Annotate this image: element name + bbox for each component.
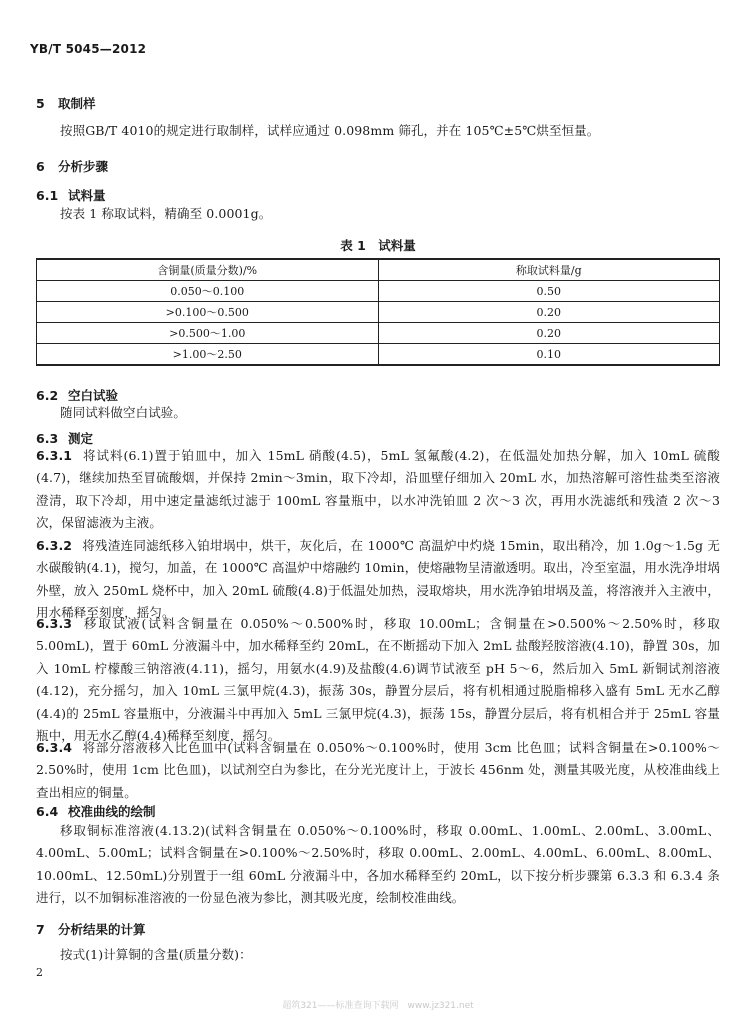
section-title: 测定 [68, 431, 94, 446]
clause-text: 将部分溶液移入比色皿中(试料含铜量在 0.050%～0.100%时，使用 3cm 比色皿；试料含铜量在>0.100%～2.50%时，使用 1cm 比色皿)，以试剂空白为参比，在分光光度计上，于波长 456nm 处，测量其吸光度，从校准曲线上查出相应的铜量。 [36, 740, 720, 800]
section-5-heading [36, 94, 96, 112]
section-title: 校准曲线的绘制 [68, 804, 156, 819]
table-row [37, 344, 720, 366]
section-6-1-heading [36, 186, 106, 204]
clause-text: 将试料(6.1)置于铂皿中，加入 15mL 硝酸(4.5)，5mL 氢氟酸(4.2)，在低温处加热分解，加入 10mL 硫酸(4.7)，继续加热至冒硫酸烟，并保持 2min～3min，取下冷却，沿皿壁仔细加入 20mL 水，加热溶解可溶性盐类至溶液澄清，取下冷却，用中速定量滤纸过滤于 100mL 容量瓶中，以水冲洗铂皿 2 次～3 次，再用水洗滤纸和残渣 2 次～3 次，保留滤液为主液。 [36, 448, 720, 531]
section-number: 5 [36, 96, 45, 111]
site-watermark: 超筑321——标准查询下载网 www.jz321.net [282, 1001, 474, 1011]
section-number: 6 [36, 159, 45, 174]
table-row [37, 302, 720, 323]
section-6-4-paragraph: 移取铜标准溶液(4.13.2)(试料含铜量在 0.050%～0.100%时，移取 0.00mL、1.00mL、2.00mL、3.00mL、4.00mL、5.00mL；试料含铜量在>0.100%～2.50%时，移取 0.00mL、2.00mL、4.00mL、6.00mL、8.00mL、10.00mL、12.50mL)分别置于一组 60mL 分液漏斗中，各加水稀释至约 20mL，以下按分析步骤第 6.3.3 和 6.3.4 条进行，以不加铜标准溶液的一份显色液为参比，测其吸光度，绘制校准曲线。 [36, 823, 720, 906]
table-row [37, 281, 720, 302]
cell-sample-mass: 0.20 [378, 302, 720, 323]
cell-copper-range: >1.00～2.50 [37, 344, 379, 366]
section-title: 分析结果的计算 [58, 922, 146, 937]
sample-mass-table [36, 258, 720, 366]
clause-number: 6.3.3 [36, 616, 73, 631]
clause-text: 移取试液(试料含铜量在 0.050%～0.500%时，移取 10.00mL；含铜量在>0.500%～2.50%时，移取 5.00mL)，置于 60mL 分液漏斗中，加水稀释至约 20mL，在不断摇动下加入 2mL 盐酸羟胺溶液(4.10)，静置 30s，加入 10mL 柠檬酸三钠溶液(4.11)，摇匀，用氨水(4.9)及盐酸(4.6)调节试液至 pH 5～6，然后加入 5mL 新铜试剂溶液(4.12)，充分摇匀，加入 10mL 三氯甲烷(4.3)，振荡 30s，静置分层后，将有机相通过脱脂棉移入盛有 5mL 无水乙醇(4.4)的 25mL 容量瓶中，分液漏斗中再加入 5mL 三氯甲烷(4.3)，振荡 15s，静置分层后，将有机相合并于 25mL 容量瓶中，用无水乙醇(4.4)稀释至刻度，摇匀。 [36, 616, 720, 744]
section-number: 6.3 [36, 431, 59, 446]
section-6-heading [36, 157, 108, 175]
column-header-sample-mass: 称取试料量/g [378, 259, 720, 281]
cell-sample-mass: 0.20 [378, 323, 720, 344]
table-row [37, 323, 720, 344]
section-number: 7 [36, 922, 45, 937]
section-title: 空白试验 [68, 388, 119, 403]
section-number: 6.4 [36, 804, 59, 819]
paragraph-6-3-2 [36, 535, 720, 625]
paragraph-6-3-3 [36, 613, 720, 747]
cell-copper-range: 0.050～0.100 [37, 281, 379, 302]
cell-copper-range: >0.100～0.500 [37, 302, 379, 323]
page-number: 2 [36, 966, 43, 979]
column-header-copper-content: 含铜量(质量分数)/% [37, 259, 379, 281]
clause-number: 6.3.2 [36, 538, 73, 553]
paragraph-6-3-1 [36, 445, 720, 535]
section-6-4-heading [36, 802, 156, 820]
paragraph-6-3-4 [36, 737, 720, 804]
clause-text: 将残渣连同滤纸移入铂坩埚中，烘干，灰化后，在 1000℃ 高温炉中灼烧 15min，取出稍冷，加 1.0g～1.5g 无水碳酸钠(4.1)，搅匀，加盖，在 1000℃ 高温炉中熔融约 10min，使熔融物呈清澈透明。取出，冷至室温，用水洗净坩埚外壁，放入 250mL 烧杯中，加入 20mL 硫酸(4.8)于低温处加热，浸取熔块，用水洗净铂坩埚及盖，将溶液并入主液中，用水稀释至刻度，摇匀。 [36, 538, 720, 621]
section-6-1-paragraph: 按表 1 称取试料，精确至 0.0001g。 [60, 206, 272, 221]
table-header-row [37, 259, 720, 281]
clause-number: 6.3.4 [36, 740, 73, 755]
standard-number-header: YB/T 5045—2012 [30, 42, 147, 56]
cell-sample-mass: 0.50 [378, 281, 720, 302]
section-title: 分析步骤 [58, 159, 109, 174]
section-7-heading [36, 920, 146, 938]
section-6-2-paragraph: 随同试料做空白试验。 [60, 405, 187, 420]
cell-copper-range: >0.500～1.00 [37, 323, 379, 344]
section-5-paragraph: 按照GB/T 4010的规定进行取制样，试样应通过 0.098mm 筛孔，并在 105℃±5℃烘至恒量。 [60, 123, 600, 138]
clause-number: 6.3.1 [36, 448, 73, 463]
section-number: 6.2 [36, 388, 59, 403]
cell-sample-mass: 0.10 [378, 344, 720, 366]
table-1-caption: 表 1 试料量 [340, 238, 416, 253]
section-title: 试料量 [68, 188, 106, 203]
section-number: 6.1 [36, 188, 59, 203]
section-7-paragraph: 按式(1)计算铜的含量(质量分数)： [60, 947, 252, 962]
section-title: 取制样 [58, 96, 96, 111]
